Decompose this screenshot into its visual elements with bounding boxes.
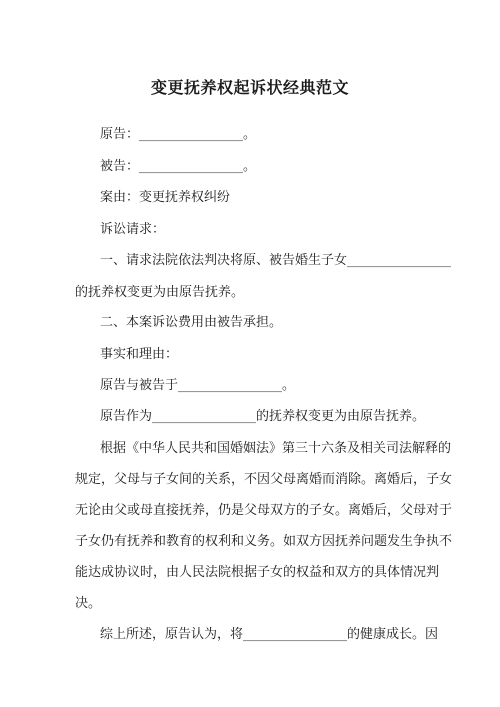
facts-line-1: 原告与被告于________________。: [100, 378, 296, 393]
law-paragraph-line-5: 能达成协议时，由人民法院根据子女的权益和双方的具体情况判: [75, 565, 440, 580]
law-paragraph-line-2: 规定，父母与子女间的关系，不因父母离婚而消除。离婚后，子女: [75, 472, 453, 487]
law-paragraph-line-6: 决。: [75, 596, 102, 611]
claim-1-line-2: 的抚养权变更为由原告抚养。: [75, 285, 245, 300]
claim-1-line-1: 一、请求法院依法判决将原、被告婚生子女________________: [100, 253, 452, 268]
law-paragraph-line-3: 无论由父或母直接抚养，仍是父母双方的子女。离婚后，父母对于: [75, 503, 453, 518]
defendant-line: 被告：________________。: [100, 159, 257, 174]
law-paragraph-line-4: 子女仍有抚养和教育的权利和义务。如双方因抚养问题发生争执不: [75, 534, 453, 549]
claims-heading: 诉讼请求：: [100, 222, 166, 237]
cause-line: 案由：变更抚养权纠纷: [100, 190, 231, 205]
facts-line-2: 原告作为________________的抚养权变更为由原告抚养。: [100, 409, 426, 424]
law-paragraph-line-1: 根据《中华人民共和国婚姻法》第三十六条及相关司法解释的: [100, 441, 452, 456]
document-title: 变更抚养权起诉状经典范文: [150, 78, 349, 97]
facts-heading: 事实和理由：: [100, 347, 179, 362]
claim-2-line: 二、本案诉讼费用由被告承担。: [100, 315, 283, 330]
plaintiff-line: 原告：________________。: [100, 127, 257, 142]
conclusion-line: 综上所述，原告认为，将________________的健康成长。因: [100, 627, 439, 642]
